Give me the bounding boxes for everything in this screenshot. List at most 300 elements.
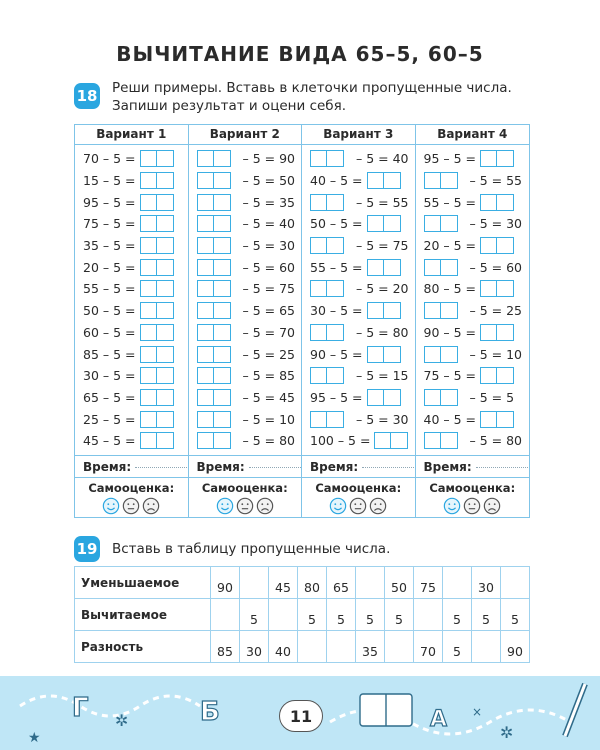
answer-digit-box[interactable] [367, 259, 384, 276]
table-cell: 5 [327, 599, 356, 631]
answer-digit-box[interactable] [391, 432, 408, 449]
answer-digit-box[interactable] [384, 302, 401, 319]
answer-boxes[interactable] [480, 237, 514, 254]
svg-text:★: ★ [28, 730, 41, 746]
variant-column-2 [189, 125, 303, 517]
equation-row [302, 278, 415, 300]
answer-digit-box[interactable] [384, 215, 401, 232]
answer-digit-box[interactable] [424, 346, 441, 363]
equation-right-text: – 5 = 40 [242, 216, 296, 232]
equation-row [189, 387, 302, 409]
answer-boxes[interactable] [197, 432, 231, 449]
empty-answer-cell[interactable] [501, 567, 530, 599]
answer-digit-box[interactable] [310, 367, 327, 384]
answer-boxes[interactable] [480, 367, 514, 384]
equation-left-text: 85 – 5 = [83, 346, 136, 362]
answer-digit-box[interactable] [367, 215, 384, 232]
equation-row [75, 300, 188, 322]
equation-right-text: – 5 = 65 [242, 303, 296, 319]
answer-boxes[interactable] [367, 389, 401, 406]
answer-digit-box[interactable] [310, 150, 327, 167]
answer-boxes[interactable] [197, 389, 231, 406]
answer-digit-box[interactable] [310, 324, 327, 341]
equation-row [189, 170, 302, 192]
happy-face-icon[interactable] [443, 497, 461, 515]
answer-digit-box[interactable] [367, 172, 384, 189]
equation-row [416, 387, 530, 409]
equation-row [416, 213, 530, 235]
answer-digit-box[interactable] [140, 324, 157, 341]
equation-right-text: – 5 = 60 [469, 259, 523, 275]
time-field[interactable] [302, 455, 415, 477]
equation-row [75, 213, 188, 235]
sad-face-icon[interactable] [256, 497, 274, 515]
table-cell: 30 [472, 567, 501, 599]
table-cell: 90 [501, 631, 530, 663]
equation-row [189, 408, 302, 430]
equation-right-text: – 5 = 50 [242, 173, 296, 189]
empty-answer-cell[interactable] [240, 567, 269, 599]
empty-answer-cell[interactable] [298, 631, 327, 663]
sad-face-icon[interactable] [483, 497, 501, 515]
table-cell: 80 [298, 567, 327, 599]
equation-right-text: – 5 = 90 [242, 151, 296, 167]
equation-row [75, 343, 188, 365]
answer-digit-box[interactable] [214, 346, 231, 363]
empty-answer-cell[interactable] [414, 599, 443, 631]
answer-digit-box[interactable] [424, 215, 441, 232]
equation-left-text: 15 – 5 = [83, 173, 136, 189]
answer-digit-box[interactable] [327, 411, 344, 428]
answer-digit-box[interactable] [480, 324, 497, 341]
answer-boxes[interactable] [424, 302, 458, 319]
answer-digit-box[interactable] [441, 346, 458, 363]
answer-digit-box[interactable] [214, 411, 231, 428]
answer-digit-box[interactable] [197, 172, 214, 189]
answer-digit-box[interactable] [480, 194, 497, 211]
equation-left-text: 20 – 5 = [83, 259, 136, 275]
empty-answer-cell[interactable] [327, 631, 356, 663]
answer-digit-box[interactable] [497, 194, 514, 211]
answer-digit-box[interactable] [214, 389, 231, 406]
sad-face-icon[interactable] [369, 497, 387, 515]
self-assessment-label: Самооценка: [315, 481, 402, 495]
answer-boxes[interactable] [197, 259, 231, 276]
answer-digit-box[interactable] [480, 280, 497, 297]
answer-digit-box[interactable] [441, 432, 458, 449]
self-assessment-label: Самооценка: [429, 481, 516, 495]
equation-row [189, 365, 302, 387]
row-label: Уменьшаемое [75, 567, 211, 599]
answer-digit-box[interactable] [140, 172, 157, 189]
answer-digit-box[interactable] [214, 432, 231, 449]
answer-digit-box[interactable] [214, 215, 231, 232]
answer-boxes[interactable] [197, 367, 231, 384]
answer-digit-box[interactable] [480, 367, 497, 384]
happy-face-icon[interactable] [329, 497, 347, 515]
empty-answer-cell[interactable] [356, 567, 385, 599]
answer-digit-box[interactable] [140, 389, 157, 406]
answer-boxes[interactable] [424, 346, 458, 363]
answer-digit-box[interactable] [140, 302, 157, 319]
answer-boxes[interactable] [140, 367, 174, 384]
task-18-instruction-line-2: Запиши результат и оцени себя. [112, 98, 347, 114]
answer-boxes[interactable] [140, 150, 174, 167]
answer-digit-box[interactable] [310, 194, 327, 211]
table-cell: 50 [385, 567, 414, 599]
answer-boxes[interactable] [310, 280, 344, 297]
answer-boxes[interactable] [197, 411, 231, 428]
time-label: Время: [83, 460, 132, 474]
neutral-face-icon[interactable] [463, 497, 481, 515]
equation-row [302, 430, 415, 452]
neutral-face-icon[interactable] [122, 497, 140, 515]
answer-digit-box[interactable] [157, 259, 174, 276]
answer-boxes[interactable] [424, 432, 458, 449]
answer-digit-box[interactable] [310, 280, 327, 297]
answer-digit-box[interactable] [140, 346, 157, 363]
answer-digit-box[interactable] [384, 389, 401, 406]
answer-digit-box[interactable] [214, 324, 231, 341]
answer-digit-box[interactable] [497, 280, 514, 297]
answer-digit-box[interactable] [157, 346, 174, 363]
equation-left-text: 100 – 5 = [310, 433, 371, 449]
answer-digit-box[interactable] [327, 367, 344, 384]
answer-boxes[interactable] [367, 346, 401, 363]
answer-digit-box[interactable] [197, 389, 214, 406]
answer-digit-box[interactable] [157, 150, 174, 167]
answer-digit-box[interactable] [214, 194, 231, 211]
answer-boxes[interactable] [140, 346, 174, 363]
answer-boxes[interactable] [140, 237, 174, 254]
equation-right-text: – 5 = 25 [242, 346, 296, 362]
equation-right-text: – 5 = 35 [242, 194, 296, 210]
answer-boxes[interactable] [197, 302, 231, 319]
answer-boxes[interactable] [480, 194, 514, 211]
answer-boxes[interactable] [480, 324, 514, 341]
svg-text:A: A [430, 707, 448, 732]
equation-row [75, 278, 188, 300]
equation-row [416, 170, 530, 192]
answer-digit-box[interactable] [384, 346, 401, 363]
answer-boxes[interactable] [310, 411, 344, 428]
answer-boxes[interactable] [367, 302, 401, 319]
answer-boxes[interactable] [197, 150, 231, 167]
answer-digit-box[interactable] [384, 259, 401, 276]
answer-digit-box[interactable] [214, 302, 231, 319]
equation-left-text: 50 – 5 = [83, 303, 136, 319]
answer-boxes[interactable] [197, 280, 231, 297]
neutral-face-icon[interactable] [236, 497, 254, 515]
answer-boxes[interactable] [140, 215, 174, 232]
time-label: Время: [196, 460, 245, 474]
time-field[interactable] [416, 455, 530, 477]
equation-left-text: 75 – 5 = [423, 368, 477, 384]
answer-digit-box[interactable] [327, 324, 344, 341]
answer-digit-box[interactable] [140, 367, 157, 384]
equation-right-text: – 5 = 55 [356, 194, 409, 210]
answer-digit-box[interactable] [441, 302, 458, 319]
sad-face-icon[interactable] [142, 497, 160, 515]
table-cell: 30 [240, 631, 269, 663]
answer-digit-box[interactable] [197, 259, 214, 276]
equation-left-text: 25 – 5 = [83, 411, 136, 427]
answer-digit-box[interactable] [327, 280, 344, 297]
table-cell: 5 [472, 599, 501, 631]
empty-answer-cell[interactable] [269, 599, 298, 631]
table-cell: 45 [269, 567, 298, 599]
answer-digit-box[interactable] [214, 367, 231, 384]
answer-digit-box[interactable] [441, 389, 458, 406]
equation-left-text: 90 – 5 = [310, 346, 363, 362]
neutral-face-icon[interactable] [349, 497, 367, 515]
answer-digit-box[interactable] [157, 215, 174, 232]
answer-digit-box[interactable] [497, 367, 514, 384]
answer-digit-box[interactable] [140, 215, 157, 232]
answer-digit-box[interactable] [140, 259, 157, 276]
answer-digit-box[interactable] [214, 259, 231, 276]
variant-heading: Вариант 1 [75, 125, 188, 145]
table-row [75, 567, 530, 599]
answer-boxes[interactable] [310, 324, 344, 341]
answer-digit-box[interactable] [480, 411, 497, 428]
equation-left-text: 40 – 5 = [310, 173, 363, 189]
answer-boxes[interactable] [140, 280, 174, 297]
equation-row [75, 322, 188, 344]
self-assessment-label: Самооценка: [88, 481, 175, 495]
answer-digit-box[interactable] [424, 259, 441, 276]
equation-left-text: 65 – 5 = [83, 389, 136, 405]
answer-digit-box[interactable] [197, 367, 214, 384]
task-18-number-badge: 18 [74, 83, 100, 109]
equation-left-text: 55 – 5 = [83, 281, 136, 297]
answer-boxes[interactable] [367, 172, 401, 189]
equation-row [189, 235, 302, 257]
answer-boxes[interactable] [197, 215, 231, 232]
answer-digit-box[interactable] [197, 150, 214, 167]
answer-boxes[interactable] [197, 194, 231, 211]
answer-digit-box[interactable] [140, 150, 157, 167]
table-cell: 5 [240, 599, 269, 631]
answer-digit-box[interactable] [367, 302, 384, 319]
answer-digit-box[interactable] [384, 172, 401, 189]
answer-digit-box[interactable] [157, 302, 174, 319]
table-cell: 90 [211, 567, 240, 599]
answer-digit-box[interactable] [197, 194, 214, 211]
equation-row [302, 300, 415, 322]
answer-digit-box[interactable] [497, 324, 514, 341]
empty-answer-cell[interactable] [385, 631, 414, 663]
answer-digit-box[interactable] [497, 411, 514, 428]
answer-digit-box[interactable] [441, 259, 458, 276]
equation-row [302, 387, 415, 409]
answer-boxes[interactable] [310, 237, 344, 254]
equation-row [416, 235, 530, 257]
answer-digit-box[interactable] [367, 346, 384, 363]
answer-boxes[interactable] [197, 237, 231, 254]
equation-row [302, 365, 415, 387]
answer-digit-box[interactable] [197, 215, 214, 232]
answer-digit-box[interactable] [310, 237, 327, 254]
table-cell: 5 [356, 599, 385, 631]
answer-digit-box[interactable] [157, 324, 174, 341]
answer-digit-box[interactable] [197, 237, 214, 254]
answer-digit-box[interactable] [197, 324, 214, 341]
equation-left-text: 90 – 5 = [423, 324, 477, 340]
answer-digit-box[interactable] [424, 389, 441, 406]
answer-boxes[interactable] [367, 259, 401, 276]
answer-digit-box[interactable] [157, 367, 174, 384]
table-cell: 5 [443, 599, 472, 631]
svg-text:×: × [472, 705, 483, 719]
answer-digit-box[interactable] [367, 389, 384, 406]
answer-boxes[interactable] [424, 172, 458, 189]
answer-digit-box[interactable] [441, 215, 458, 232]
equation-right-text: – 5 = 55 [469, 173, 523, 189]
variant-heading: Вариант 3 [302, 125, 415, 145]
answer-digit-box[interactable] [157, 432, 174, 449]
answer-digit-box[interactable] [214, 280, 231, 297]
equation-right-text: – 5 = 30 [469, 216, 523, 232]
answer-boxes[interactable] [424, 259, 458, 276]
answer-digit-box[interactable] [480, 150, 497, 167]
time-field[interactable] [75, 455, 188, 477]
happy-face-icon[interactable] [216, 497, 234, 515]
equation-row [302, 213, 415, 235]
empty-answer-cell[interactable] [443, 567, 472, 599]
equation-row [416, 278, 530, 300]
answer-boxes[interactable] [140, 172, 174, 189]
svg-text:✲: ✲ [500, 723, 514, 742]
happy-face-icon[interactable] [102, 497, 120, 515]
answer-digit-box[interactable] [197, 302, 214, 319]
equation-row [189, 191, 302, 213]
answer-digit-box[interactable] [424, 302, 441, 319]
equation-row [302, 191, 415, 213]
answer-boxes[interactable] [480, 150, 514, 167]
time-writing-line[interactable] [362, 467, 414, 468]
svg-text:Б: Б [200, 697, 220, 727]
equation-left-text: 95 – 5 = [83, 194, 136, 210]
answer-boxes[interactable] [140, 324, 174, 341]
face-options [302, 497, 415, 515]
equation-row [302, 148, 415, 170]
answer-boxes[interactable] [140, 259, 174, 276]
answer-digit-box[interactable] [140, 194, 157, 211]
answer-boxes[interactable] [197, 324, 231, 341]
answer-digit-box[interactable] [140, 237, 157, 254]
equation-row [416, 300, 530, 322]
equation-row [189, 213, 302, 235]
answer-digit-box[interactable] [327, 237, 344, 254]
equation-row [416, 148, 530, 170]
time-writing-line[interactable] [476, 467, 528, 468]
answer-digit-box[interactable] [197, 411, 214, 428]
equation-right-text: – 5 = 80 [469, 433, 523, 449]
equation-right-text: – 5 = 10 [242, 411, 296, 427]
equation-left-text: 30 – 5 = [83, 368, 136, 384]
answer-digit-box[interactable] [214, 172, 231, 189]
answer-digit-box[interactable] [197, 346, 214, 363]
answer-boxes[interactable] [310, 367, 344, 384]
answer-digit-box[interactable] [140, 411, 157, 428]
answer-boxes[interactable] [374, 432, 408, 449]
empty-answer-cell[interactable] [211, 599, 240, 631]
empty-answer-cell[interactable] [472, 631, 501, 663]
answer-digit-box[interactable] [157, 389, 174, 406]
answer-boxes[interactable] [140, 389, 174, 406]
face-options [189, 497, 302, 515]
answer-digit-box[interactable] [157, 194, 174, 211]
answer-digit-box[interactable] [424, 172, 441, 189]
table-cell: 5 [298, 599, 327, 631]
answer-boxes[interactable] [424, 389, 458, 406]
answer-digit-box[interactable] [197, 280, 214, 297]
equation-left-text: 75 – 5 = [83, 216, 136, 232]
answer-digit-box[interactable] [140, 432, 157, 449]
equation-left-text: 50 – 5 = [310, 216, 363, 232]
answer-boxes[interactable] [310, 150, 344, 167]
answer-boxes[interactable] [140, 432, 174, 449]
answer-digit-box[interactable] [327, 194, 344, 211]
answer-digit-box[interactable] [327, 150, 344, 167]
answer-digit-box[interactable] [424, 432, 441, 449]
answer-digit-box[interactable] [197, 432, 214, 449]
time-field[interactable] [189, 455, 302, 477]
face-options [416, 497, 530, 515]
answer-boxes[interactable] [424, 215, 458, 232]
variant-heading: Вариант 4 [416, 125, 530, 145]
time-writing-line[interactable] [249, 467, 301, 468]
answer-digit-box[interactable] [140, 280, 157, 297]
equation-row [75, 430, 188, 452]
equation-left-text: 80 – 5 = [423, 281, 477, 297]
answer-digit-box[interactable] [480, 237, 497, 254]
answer-digit-box[interactable] [157, 280, 174, 297]
variants-grid [74, 124, 530, 518]
equation-left-text: 45 – 5 = [83, 433, 136, 449]
task-19-number-badge: 19 [74, 536, 100, 562]
answer-boxes[interactable] [140, 411, 174, 428]
answer-digit-box[interactable] [441, 172, 458, 189]
time-writing-line[interactable] [135, 467, 187, 468]
table-cell: 35 [356, 631, 385, 663]
answer-digit-box[interactable] [310, 411, 327, 428]
answer-boxes[interactable] [140, 302, 174, 319]
answer-digit-box[interactable] [374, 432, 391, 449]
answer-digit-box[interactable] [157, 411, 174, 428]
equation-left-text: 70 – 5 = [83, 151, 136, 167]
equation-right-text: – 5 = 25 [469, 303, 523, 319]
answer-boxes[interactable] [310, 194, 344, 211]
face-options [75, 497, 188, 515]
equation-right-text: – 5 = 20 [356, 281, 409, 297]
answer-digit-box[interactable] [157, 172, 174, 189]
table-row [75, 631, 530, 663]
answer-boxes[interactable] [480, 280, 514, 297]
answer-boxes[interactable] [367, 215, 401, 232]
answer-digit-box[interactable] [157, 237, 174, 254]
answer-digit-box[interactable] [214, 150, 231, 167]
answer-boxes[interactable] [197, 172, 231, 189]
answer-boxes[interactable] [140, 194, 174, 211]
answer-digit-box[interactable] [497, 150, 514, 167]
equation-right-text: – 5 = 75 [242, 281, 296, 297]
answer-digit-box[interactable] [214, 237, 231, 254]
answer-boxes[interactable] [197, 346, 231, 363]
answer-digit-box[interactable] [497, 237, 514, 254]
answer-boxes[interactable] [480, 411, 514, 428]
